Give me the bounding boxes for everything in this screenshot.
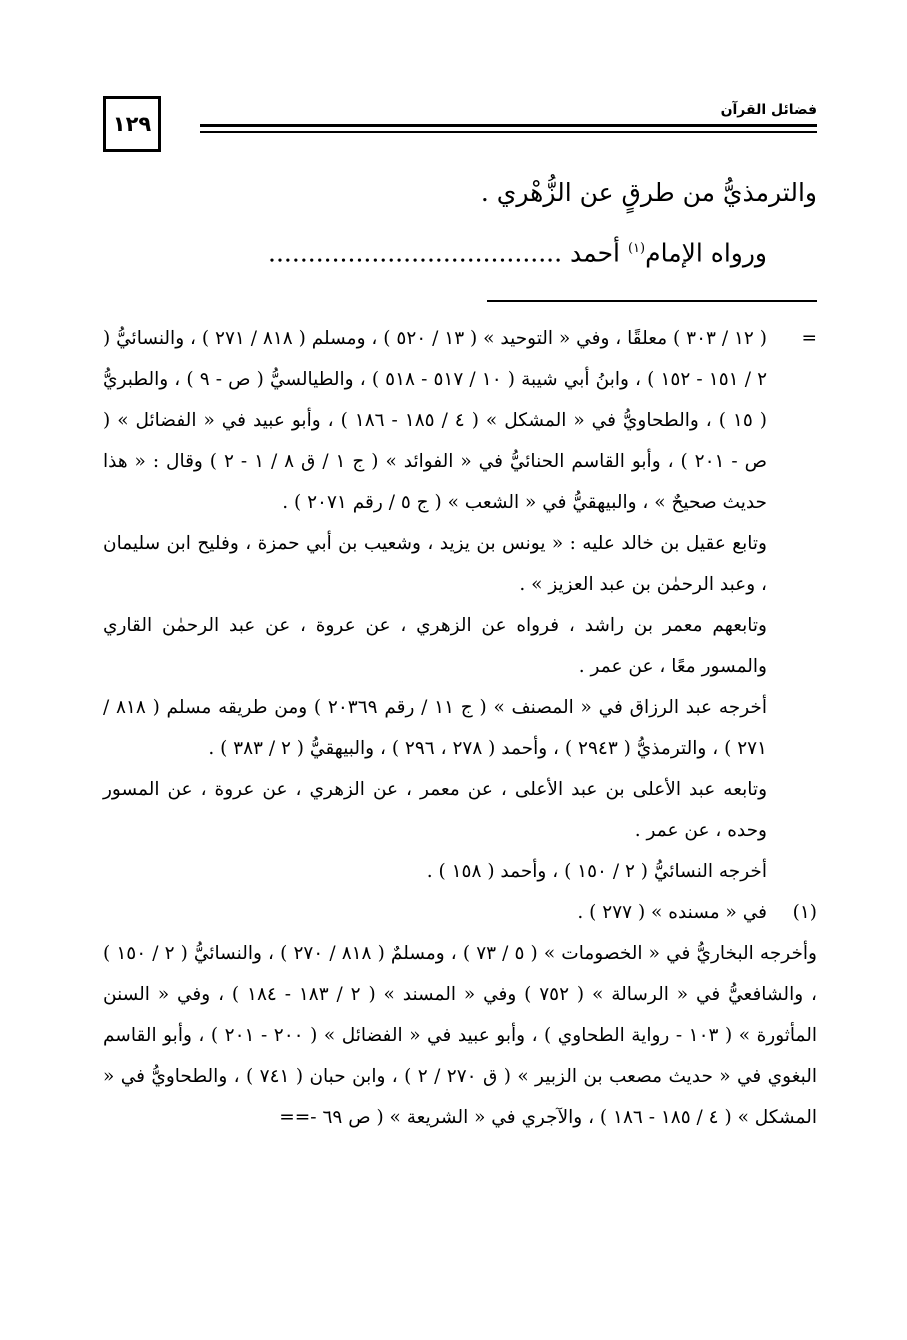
main-text	[105, 165, 817, 281]
footnote-paragraph: أخرجه النسائيُّ ( ٢ / ١٥٠ ) ، وأحمد ( ١٥٨ ) .	[426, 861, 767, 882]
footnote-1-first-line: في « مسنده » ( ٢٧٧ ) .	[577, 902, 767, 923]
footnotes	[103, 318, 817, 1138]
footnote-paragraph: وتابعهم معمر بن راشد ، فرواه عن الزهري ، عن عروة ، عن عبد الرحمٰن القاري والمسور معًا ، عن عمر .	[103, 615, 767, 677]
page-number-box	[103, 96, 161, 152]
footnote-1-paragraph: وأخرجه البخاريُّ في « الخصومات » ( ٥ / ٧٣ ) ، ومسلمٌ ( ٨١٨ / ٢٧٠ ) ، والنسائيُّ ( ٢ / ١٥٠ ) ، والشافعيُّ في « الرسالة » ( ٧٥٢ ) وفي « المسند » ( ٢ / ١٨٣ - ١٨٤ ) ، وفي « السنن المأثورة » ( ١٠٣ - رواية الطحاوي ) ، وأبو عبيد في « الفضائل » ( ٢٠٠ - ٢٠١ ) ، وأبو القاسم البغوي في « حديث مصعب بن الزبير » ( ق ٢٧٠ / ٢ ) ، وابن حبان ( ٧٤١ ) ، والطحاويُّ في « المشكل » ( ٤ / ١٨٥ - ١٨٦ ) ، والآجري في « الشريعة » ( ص ٦٩ -==	[103, 943, 818, 1128]
header-rule-thin	[200, 131, 817, 133]
main-line-1: والترمذيُّ من طرقٍ عن الزُّهْري .	[480, 178, 817, 207]
footnote-paragraph: أخرجه عبد الرزاق في « المصنف » ( ج ١١ / رقم ٢٠٣٦٩ ) ومن طريقه مسلم ( ٨١٨ / ٢٧١ ) ، والترمذيُّ ( ٢٩٤٣ ) ، وأحمد ( ٢٧٨ ، ٢٩٦ ) ، والبيهقيُّ ( ٢ / ٣٨٣ ) .	[103, 697, 767, 759]
continuation-body	[103, 318, 767, 892]
footnote-1-marker: (١)	[792, 902, 817, 923]
running-title: فضائل القرآن	[720, 102, 817, 118]
main-line-2	[105, 221, 817, 281]
footnote-1	[103, 892, 817, 933]
footnote-ref-1: (١)	[627, 241, 646, 256]
header-rule-thick	[200, 124, 817, 127]
footnote-paragraph: ( ١٢ / ٣٠٣ ) معلقًا ، وفي « التوحيد » ( ١٣ / ٥٢٠ ) ، ومسلم ( ٨١٨ / ٢٧١ ) ، والنسائيُّ ( ٢ / ١٥١ - ١٥٢ ) ، وابنُ أبي شيبة ( ١٠ / ٥١٧ - ٥١٨ ) ، والطيالسيُّ ( ص - ٩ ) ، والطبريُّ ( ١٥ ) ، والطحاويُّ في « المشكل » ( ٤ / ١٨٥ - ١٨٦ ) ، وأبو عبيد في « الفضائل » ( ص - ٢٠١ ) ، وأبو القاسم الحنائيُّ في « الفوائد » ( ج ١ / ق ٨ / ١ - ٢ ) وقال : « هذا حديث صحيحٌ » ، والبيهقيُّ في « الشعب » ( ج ٥ / رقم ٢٠٧١ ) .	[103, 328, 768, 513]
page-number: ١٢٩	[112, 112, 152, 136]
continuation-marker: =	[801, 328, 817, 349]
footnote-paragraph: وتابع عقيل بن خالد عليه : « يونس بن يزيد ، وشعيب بن أبي حمزة ، وفليح ابن سليمان ، وعبد الرحمٰن بن عبد العزيز » .	[103, 533, 767, 595]
ellipsis-dots: .....................................	[268, 238, 563, 268]
footnote-continuation	[103, 318, 817, 892]
main-line-2-text-after: أحمد	[570, 238, 628, 268]
main-line-2-text: ورواه الإمام	[645, 238, 767, 268]
footnote-separator	[487, 300, 817, 302]
footnote-1-body	[103, 892, 767, 933]
footnote-paragraph: وتابعه عبد الأعلى بن عبد الأعلى ، عن معمر ، عن الزهري ، عن عروة ، عن المسور وحده ، عن عمر .	[103, 779, 767, 841]
